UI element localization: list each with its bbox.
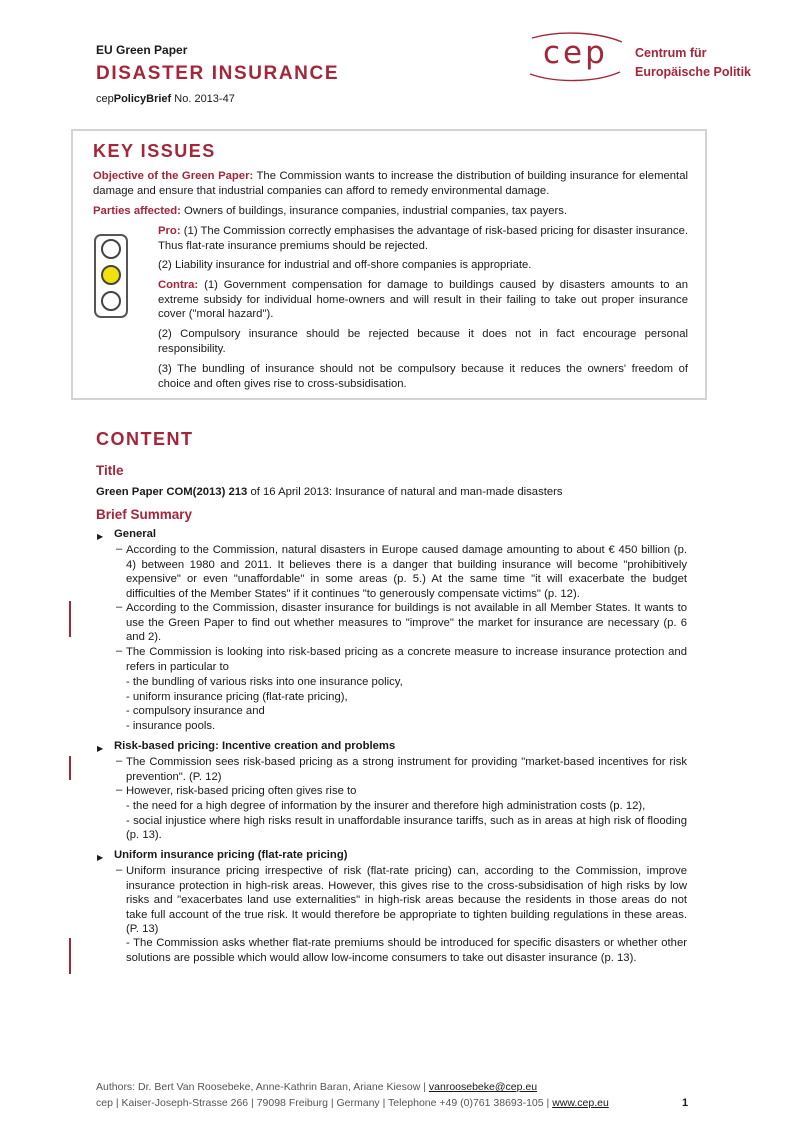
traffic-light-icon	[94, 234, 128, 318]
contra-1	[158, 278, 688, 322]
general-3-list	[126, 675, 687, 733]
list-item: - the need for a high degree of information by the insurer and therefore high administration costs (p. 12),	[126, 800, 646, 812]
risk-2: However, risk-based pricing often gives rise to	[126, 785, 357, 797]
org-line-1: Centrum für	[635, 46, 707, 60]
uniform-2: - The Commission asks whether flat-rate premiums should be introduced for specific disasters or whether other solutions are possible which would allow low-income consumers to take out disaster insurance (p. 13).	[126, 937, 687, 964]
parties-label: Parties affected:	[93, 205, 181, 217]
traffic-light-top-lamp	[101, 239, 121, 259]
content-title: CONTENT	[96, 429, 194, 449]
parties-paragraph	[93, 204, 688, 219]
pro-2: (2) Liability insurance for industrial and off-shore companies is appropriate.	[158, 259, 532, 271]
dash-icon: –	[116, 864, 123, 876]
general-3: The Commission is looking into risk-based pricing as a concrete measure to increase insurance protection and refers in particular to	[126, 646, 687, 673]
footer-authors	[96, 1081, 537, 1093]
green-paper-reference	[96, 485, 696, 500]
contra-3: (3) The bundling of insurance should not be compulsory because it reduces the owners' freedom of choice and often gives rise to cross-subsidisation.	[158, 363, 688, 390]
dash-icon: –	[116, 755, 123, 767]
green-paper-rest: of 16 April 2013: Insurance of natural and man-made disasters	[247, 486, 563, 498]
series-prefix: cep	[96, 93, 114, 105]
org-name	[635, 44, 751, 82]
dash-icon: –	[116, 645, 123, 657]
footer-authors-text: Authors: Dr. Bert Van Roosebeke, Anne-Kathrin Baran, Ariane Kiesow |	[96, 1081, 429, 1093]
general-1: According to the Commission, natural disasters in Europe caused damage amounting to about € 450 billion (p. 4) between 1980 and 2011. It believes there is a danger that building insurance will become "prohibitively expensive" or even "unaffordable" in some areas (p. 5.) At the same time "it will exacerbate the budget difficulties of the Member States" if it continues "to generously compensate victims" (p. 12).	[126, 544, 687, 600]
list-item: - compulsory insurance and	[126, 705, 265, 717]
list-item: - social injustice where high risks result in unaffordable insurance tariffs, such as in areas at high risk of flooding (p. 13).	[126, 814, 687, 841]
footer-address-text: cep | Kaiser-Joseph-Strasse 266 | 79098 Freiburg | Germany | Telephone +49 (0)761 38693-105 |	[96, 1097, 553, 1109]
pro-1	[158, 224, 688, 253]
margin-change-bar	[69, 938, 71, 974]
list-item: - insurance pools.	[126, 719, 216, 732]
general-heading: General	[114, 528, 157, 540]
footer-address	[96, 1097, 609, 1109]
footer-email-link[interactable]: vanroosebeke@cep.eu	[428, 1081, 538, 1093]
bullet-arrow-icon: ▶	[97, 853, 104, 862]
uniform-heading: Uniform insurance pricing (flat-rate pricing)	[114, 849, 348, 861]
contra-label: Contra:	[158, 279, 199, 291]
margin-change-bar	[69, 756, 71, 780]
contra-2: (2) Compulsory insurance should be rejected because it does not in fact encourage personal responsibility.	[158, 328, 688, 355]
org-line-2: Europäische Politik	[635, 65, 752, 79]
objective-label: Objective of the Green Paper:	[93, 170, 254, 182]
bullet-arrow-icon: ▶	[97, 744, 104, 753]
parties-text: Owners of buildings, insurance companies, industrial companies, tax payers.	[180, 205, 568, 217]
summary-heading: Brief Summary	[96, 507, 193, 522]
page-number: 1	[682, 1097, 689, 1109]
series-bold: PolicyBrief	[113, 93, 172, 105]
title-heading: Title	[96, 463, 124, 478]
bullet-arrow-icon: ▶	[97, 532, 104, 541]
cep-logo-text: cep	[543, 35, 608, 71]
list-item: - uniform insurance pricing (flat-rate pricing),	[126, 690, 348, 703]
list-item: - the bundling of various risks into one insurance policy,	[126, 676, 403, 688]
doc-series	[96, 93, 235, 105]
traffic-light-bottom-lamp	[101, 291, 121, 311]
dash-icon: –	[116, 784, 123, 796]
risk-1: The Commission sees risk-based pricing as a strong instrument for providing "market-based incentives for risk prevention". (P. 12)	[126, 756, 687, 783]
objective-paragraph	[93, 169, 688, 198]
contra-1-text: (1) Government compensation for damage to buildings caused by disasters amounts to an extreme subsidy for individual home-owners and will result in their failing to take out proper insurance cover ("moral hazard").	[158, 279, 688, 320]
uniform-1: Uniform insurance pricing irrespective of risk (flat-rate pricing) can, according to the Commission, improve insurance protection in high-risk areas. However, this gives rise to the cross-subsidisation of high risks by low risks and "exacerbates land use externalities" in high-risk areas because the residents in those areas do not take full account of the true risk. It would therefore be appropriate to tighten building regulations in these areas. (P. 13)	[126, 865, 687, 935]
dash-icon: –	[116, 543, 123, 555]
doc-title: DISASTER INSURANCE	[96, 63, 340, 84]
footer-website-link[interactable]: www.cep.eu	[552, 1097, 609, 1109]
risk-heading: Risk-based pricing: Incentive creation and problems	[114, 740, 396, 752]
pro-1-text: (1) The Commission correctly emphasises the advantage of risk-based pricing for disaster insurance. Thus flat-rate insurance premiums should be rejected.	[158, 225, 688, 252]
traffic-light-middle-lamp	[101, 265, 121, 285]
dash-icon: –	[116, 601, 123, 613]
key-issues-title: KEY ISSUES	[93, 141, 216, 161]
risk-2-list	[126, 799, 687, 843]
general-2: According to the Commission, disaster insurance for buildings is not available in all Member States. It wants to use the Green Paper to find out whether measures to "improve" the market for insurance are necessary (p. 6 and 2).	[126, 602, 687, 643]
doc-kicker: EU Green Paper	[96, 43, 188, 57]
series-number: No. 2013-47	[171, 93, 235, 105]
margin-change-bar	[69, 601, 71, 637]
objective-text: The Commission wants to increase the distribution of building insurance for elemental damage and ensure that industrial companies can afford to remedy environmental damage.	[93, 170, 688, 197]
pro-label: Pro:	[158, 225, 181, 237]
green-paper-bold: Green Paper COM(2013) 213	[96, 486, 248, 498]
